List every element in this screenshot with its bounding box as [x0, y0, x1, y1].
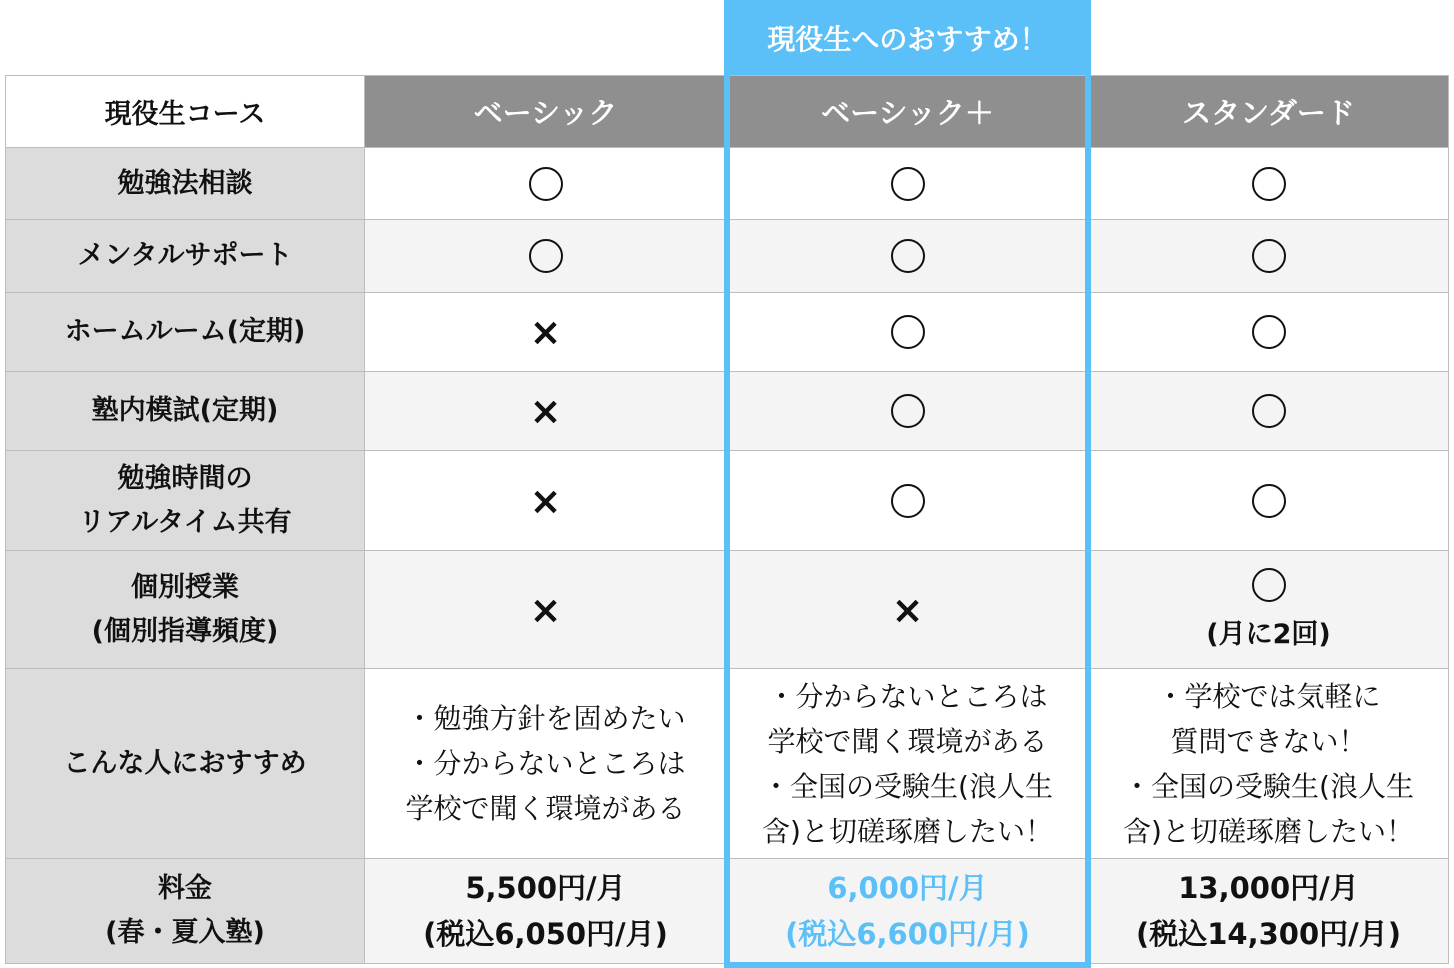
feature-value-cell — [365, 220, 727, 293]
feature-label-cell — [5, 293, 365, 372]
included-circle-icon — [891, 315, 925, 349]
feature-value-cell — [365, 451, 727, 551]
recommend-text: 学校で聞く環境がある — [767, 724, 1048, 758]
feature-label-cell — [5, 148, 365, 220]
recommend-label: こんな人におすすめ — [63, 747, 307, 779]
feature-value-cell — [365, 293, 727, 372]
recommend-text: ・勉強方針を固めたい — [405, 702, 686, 735]
included-circle-icon — [1252, 239, 1286, 273]
feature-label: (個別指導頻度) — [91, 615, 279, 647]
plan-name: ベーシック — [473, 96, 618, 130]
price-text: 13,000円/月 — [1178, 871, 1359, 905]
feature-label-cell — [5, 220, 365, 293]
not-included-cross-icon: × — [529, 478, 562, 523]
feature-value-cell — [1089, 148, 1449, 220]
feature-label: 勉強時間の — [117, 462, 253, 494]
feature-label: 個別授業 — [131, 571, 239, 603]
included-circle-icon — [891, 167, 925, 201]
price-text: (税込6,600円/月) — [785, 917, 1030, 951]
feature-label: 塾内模試(定期) — [91, 395, 279, 426]
recommend-text: ・全国の受験生(浪人生 — [1123, 769, 1414, 803]
feature-value-cell — [1089, 551, 1449, 669]
feature-value-cell — [365, 551, 727, 669]
not-included-cross-icon: × — [891, 587, 924, 632]
price-text: 6,000円/月 — [827, 871, 988, 905]
price-label: 料金 — [158, 873, 212, 904]
feature-value-cell — [1089, 372, 1449, 451]
recommend-text: ・全国の受験生(浪人生 — [762, 769, 1053, 803]
included-circle-icon — [1252, 167, 1286, 201]
included-circle-icon — [1252, 315, 1286, 349]
feature-value-cell — [727, 293, 1089, 372]
feature-value-cell — [727, 148, 1089, 220]
header-plan-1 — [727, 75, 1089, 148]
feature-note: (月に2回) — [1206, 619, 1331, 650]
feature-label-cell — [5, 451, 365, 551]
header-course-label: 現役生コース — [104, 99, 266, 130]
feature-value-cell — [727, 372, 1089, 451]
included-circle-icon — [891, 394, 925, 428]
price-text: (税込6,050円/月) — [423, 917, 668, 951]
feature-label-cell — [5, 372, 365, 451]
feature-label: 勉強法相談 — [117, 167, 253, 199]
plan-name: スタンダード — [1182, 96, 1355, 130]
recommend-text: 含)と切磋琢磨したい！ — [1123, 814, 1414, 848]
plan-name: ベーシック＋ — [821, 96, 994, 130]
not-included-cross-icon: × — [529, 389, 562, 433]
price-cell — [1089, 859, 1449, 964]
recommend-text: 含)と切磋琢磨したい！ — [762, 814, 1053, 848]
price-label: (春・夏入塾) — [105, 917, 265, 948]
recommended-banner: 現役生へのおすすめ！ — [724, 0, 1091, 75]
feature-label-cell — [5, 551, 365, 669]
recommend-text: ・分からないところは — [405, 747, 686, 780]
feature-label: ホームルーム(定期) — [64, 316, 306, 347]
recommend-cell — [365, 669, 727, 859]
feature-value-cell — [727, 451, 1089, 551]
feature-value-cell — [1089, 293, 1449, 372]
header-course-label-cell — [5, 75, 365, 148]
included-circle-icon — [891, 484, 925, 518]
recommend-text: ・学校では気軽に — [1156, 679, 1381, 713]
feature-value-cell — [365, 148, 727, 220]
recommend-cell — [1089, 669, 1449, 859]
recommend-cell — [727, 669, 1089, 859]
price-cell — [365, 859, 727, 964]
feature-value-cell — [1089, 220, 1449, 293]
not-included-cross-icon: × — [529, 310, 562, 354]
recommend-text: 質問できない！ — [1170, 724, 1367, 758]
feature-label: メンタルサポート — [77, 240, 293, 271]
recommend-text: ・分からないところは — [767, 679, 1048, 713]
header-plan-0 — [365, 75, 727, 148]
not-included-cross-icon: × — [529, 587, 562, 632]
included-circle-icon — [891, 239, 925, 273]
included-circle-icon — [529, 239, 563, 273]
included-circle-icon — [1252, 568, 1286, 602]
price-text: 5,500円/月 — [465, 871, 626, 905]
feature-value-cell — [365, 372, 727, 451]
price-text: (税込14,300円/月) — [1135, 917, 1401, 951]
feature-label: リアルタイム共有 — [78, 506, 292, 538]
price-cell — [727, 859, 1089, 964]
feature-value-cell — [727, 220, 1089, 293]
included-circle-icon — [529, 167, 563, 201]
header-plan-2 — [1089, 75, 1449, 148]
feature-value-cell — [1089, 451, 1449, 551]
feature-value-cell — [727, 551, 1089, 669]
price-label-cell — [5, 859, 365, 964]
course-comparison-table — [5, 75, 1449, 964]
recommend-label-cell — [5, 669, 365, 859]
included-circle-icon — [1252, 484, 1286, 518]
recommend-text: 学校で聞く環境がある — [405, 792, 686, 825]
included-circle-icon — [1252, 394, 1286, 428]
